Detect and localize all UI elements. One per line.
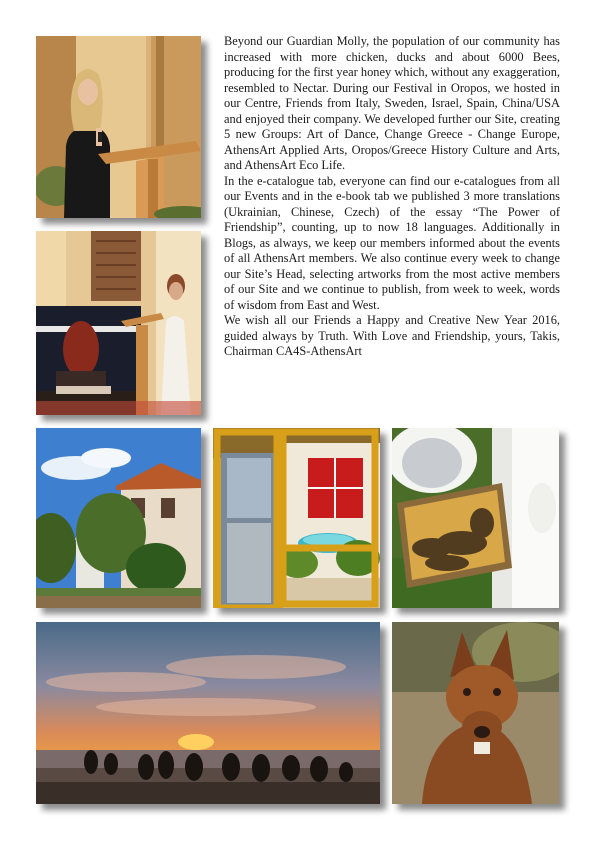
article-paragraph: Beyond our Guardian Molly, the population of our community has increased with more chicken, ducks and about 6000 Bees, producing for the first year honey which, without any exaggeration, resembled to Nectar. During our Festival in Oropos, we hosted in our Centre, Friends from Italy, Sweden, Israel, Spain, China/USA and enjoyed their company. We developed further our Site, creating 5 new Groups: Art of Dance, Change Greece - Change Europe, AthensArt Applied Arts, Oropos/Greece History Culture and Arts, and AthensArt Eco Life.: [224, 34, 560, 172]
photo-beach-sunset-group: [36, 622, 380, 804]
article-paragraph: We wish all our Friends a Happy and Creative New Year 2016, guided always by Truth. With Love and Friendship, yours, Takis, Chairman CA4S-AthensArt: [224, 313, 560, 358]
photo-beekeeper-honeycomb: [392, 428, 559, 608]
photo-open-door-courtyard: [213, 428, 380, 608]
photo-brown-dog: [392, 622, 559, 804]
article-body: [224, 34, 560, 360]
photo-piano-and-singer: [36, 231, 201, 415]
photo-speaker-at-lectern: [36, 36, 201, 218]
article-paragraph: In the e-catalogue tab, everyone can find our e-catalogues from all our Events and in the e-book tab we published 3 more translations (Ukrainian, Chinese, Czech) of the essay “The Power of Friendship”, counting, up to now 18 languages. Additionally in Blogs, as always, we keep our members informed about the events of all AthensArt members. We also continue every week to change our Site’s Head, selecting artworks from the most active members of our Site and we continue to publish, from week to week, words of wisdom from East and West.: [224, 173, 560, 312]
photo-house-with-trees: [36, 428, 201, 608]
